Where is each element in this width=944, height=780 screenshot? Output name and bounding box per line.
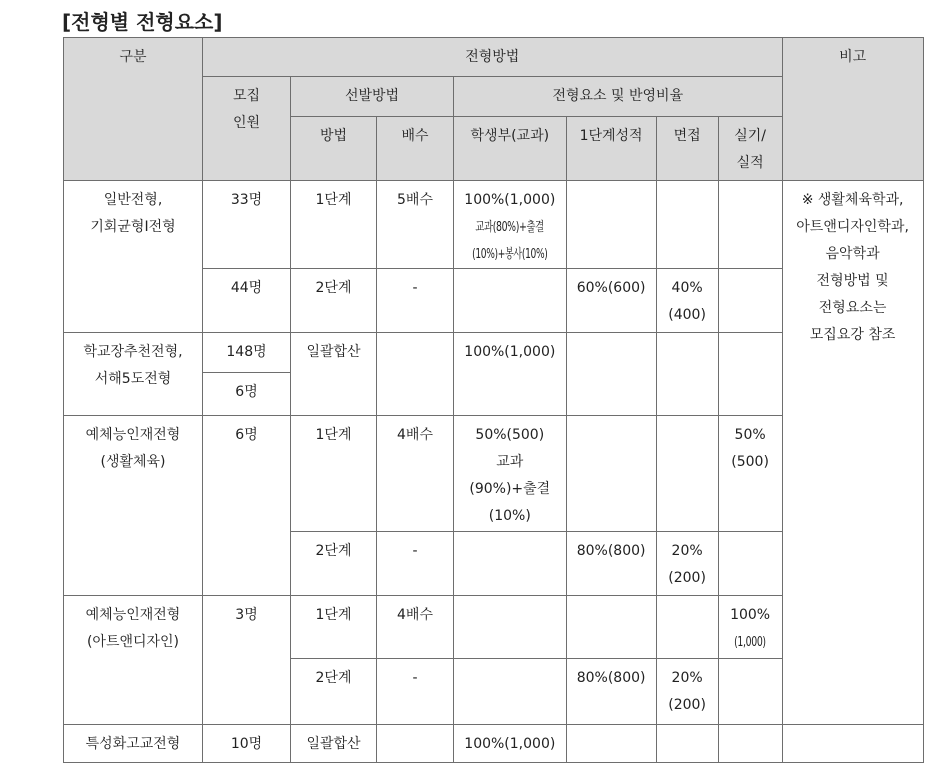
arts-sports-s2-practical xyxy=(718,532,782,596)
header-note: 비고 xyxy=(782,38,923,181)
arts-sports-s2-multiple: - xyxy=(377,532,454,596)
arts-design-s1-record xyxy=(454,596,567,659)
header-capacity: 모집 인원 xyxy=(203,77,291,181)
row-special-name: 특성화고교전형 xyxy=(64,725,203,763)
general-s2-multiple: - xyxy=(377,269,454,333)
arts-design-s1-interview xyxy=(656,596,718,659)
school-record: 100%(1,000) xyxy=(454,333,567,416)
row-arts-design-name: 예체능인재전형 (아트앤디자인) xyxy=(64,596,203,725)
general-s2-capacity: 44명 xyxy=(203,269,291,333)
general-s2-practical xyxy=(718,269,782,333)
arts-design-s2-interview: 20% (200) xyxy=(656,659,718,725)
special-practical xyxy=(718,725,782,763)
special-stage1 xyxy=(566,725,656,763)
general-s1-multiple: 5배수 xyxy=(377,181,454,269)
special-record: 100%(1,000) xyxy=(454,725,567,763)
arts-sports-s1-practical: 50% (500) xyxy=(718,416,782,532)
school-interview xyxy=(656,333,718,416)
arts-design-capacity: 3명 xyxy=(203,596,291,725)
arts-sports-s1-record: 50%(500) 교과 (90%)+출결 (10%) xyxy=(454,416,567,532)
general-s2-method: 2단계 xyxy=(291,269,377,333)
admission-elements-table xyxy=(63,37,924,763)
header-selection: 선발방법 xyxy=(291,77,454,117)
note-cell: ※ 생활체육학과, 아트앤디자인학과, 음악학과 전형방법 및 전형요소는 모집요강 참조 xyxy=(782,181,923,725)
school-method: 일괄합산 xyxy=(291,333,377,416)
header-method: 방법 xyxy=(291,117,377,181)
arts-design-s2-record xyxy=(454,659,567,725)
general-s1-stage1 xyxy=(566,181,656,269)
school-capacity-2: 6명 xyxy=(203,373,291,416)
row-arts-sports-name: 예체능인재전형 (생활체육) xyxy=(64,416,203,596)
arts-sports-s2-record xyxy=(454,532,567,596)
header-method-group: 전형방법 xyxy=(203,38,783,77)
arts-sports-s1-method: 1단계 xyxy=(291,416,377,532)
special-note xyxy=(782,725,923,763)
special-interview xyxy=(656,725,718,763)
school-stage1 xyxy=(566,333,656,416)
page-title: [전형별 전형요소] xyxy=(62,10,223,34)
general-s1-method: 1단계 xyxy=(291,181,377,269)
special-method: 일괄합산 xyxy=(291,725,377,763)
arts-sports-s1-stage1 xyxy=(566,416,656,532)
arts-design-s2-practical xyxy=(718,659,782,725)
arts-design-s1-multiple: 4배수 xyxy=(377,596,454,659)
school-practical xyxy=(718,333,782,416)
general-s2-stage1: 60%(600) xyxy=(566,269,656,333)
arts-sports-s2-method: 2단계 xyxy=(291,532,377,596)
header-gubun: 구분 xyxy=(64,38,203,181)
header-practical: 실기/ 실적 xyxy=(718,117,782,181)
arts-design-s2-multiple: - xyxy=(377,659,454,725)
general-s1-capacity: 33명 xyxy=(203,181,291,269)
arts-design-s1-method: 1단계 xyxy=(291,596,377,659)
row-school-name: 학교장추천전형, 서해5도전형 xyxy=(64,333,203,416)
arts-design-s1-practical: 100% (1,000) xyxy=(718,596,782,659)
arts-design-s2-method: 2단계 xyxy=(291,659,377,725)
header-interview: 면접 xyxy=(656,117,718,181)
header-stage1: 1단계성적 xyxy=(566,117,656,181)
general-s1-record: 100%(1,000) 교과(80%)+출결 (10%)+봉사(10%) xyxy=(454,181,567,269)
arts-sports-s2-stage1: 80%(800) xyxy=(566,532,656,596)
arts-sports-s1-interview xyxy=(656,416,718,532)
header-record: 학생부(교과) xyxy=(454,117,567,181)
school-capacity-1: 148명 xyxy=(203,333,291,373)
school-multiple xyxy=(377,333,454,416)
header-elements: 전형요소 및 반영비율 xyxy=(454,77,783,117)
arts-design-s1-stage1 xyxy=(566,596,656,659)
special-multiple xyxy=(377,725,454,763)
special-capacity: 10명 xyxy=(203,725,291,763)
general-s2-interview: 40% (400) xyxy=(656,269,718,333)
arts-sports-s1-multiple: 4배수 xyxy=(377,416,454,532)
arts-sports-capacity: 6명 xyxy=(203,416,291,596)
general-s1-interview xyxy=(656,181,718,269)
header-multiple: 배수 xyxy=(377,117,454,181)
general-s2-record xyxy=(454,269,567,333)
general-s1-practical xyxy=(718,181,782,269)
arts-sports-s2-interview: 20% (200) xyxy=(656,532,718,596)
row-general-name: 일반전형, 기회균형Ⅰ전형 xyxy=(64,181,203,333)
arts-design-s2-stage1: 80%(800) xyxy=(566,659,656,725)
